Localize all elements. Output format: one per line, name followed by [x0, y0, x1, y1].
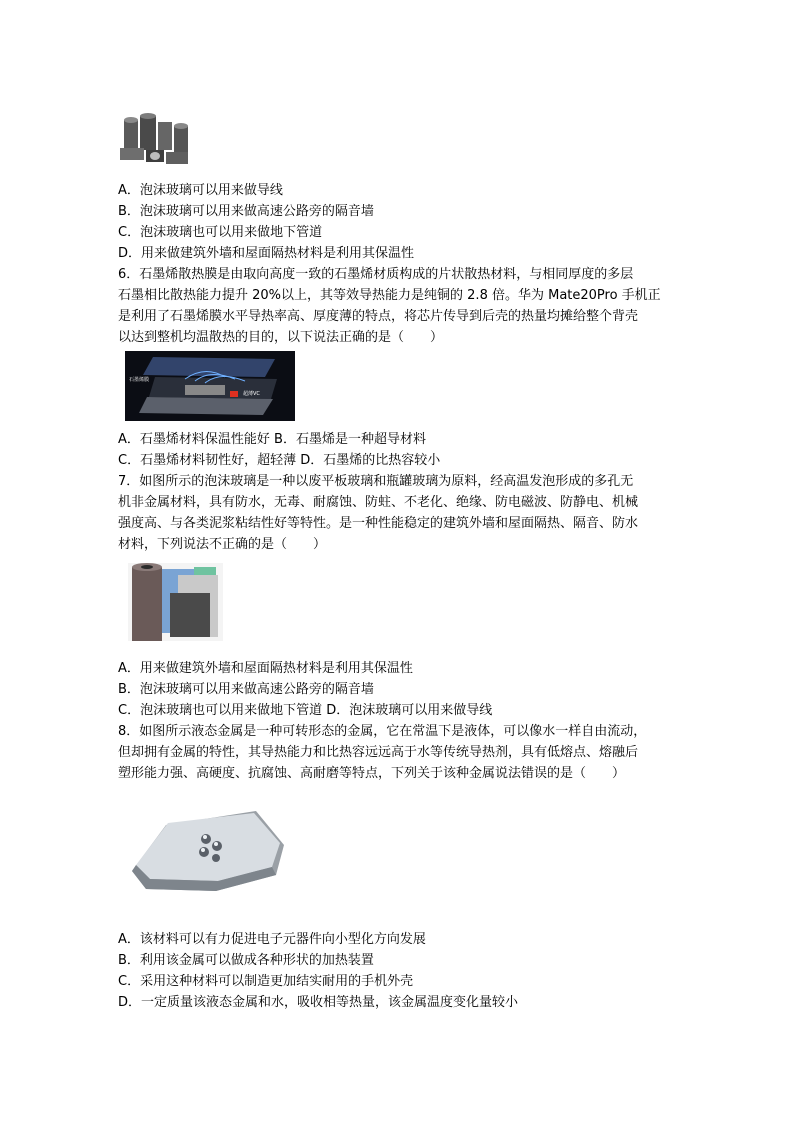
q6-option-ab: A．石墨烯材料保温性能好 B．石墨烯是一种超导材料 [118, 432, 426, 447]
q7-option-b: B．泡沫玻璃可以用来做高速公路旁的隔音墙 [118, 682, 374, 697]
q6-text-line: 是利用了石墨烯膜水平导热率高、厚度薄的特点，将芯片传导到后壳的热量均摊给整个背壳 [118, 309, 639, 324]
q7-text-line: 机非金属材料，具有防水，无毒、耐腐蚀、防蛀、不老化、绝缘、防电磁波、防静电、机械 [118, 495, 639, 510]
q5-option-a: A．泡沫玻璃可以用来做导线 [118, 183, 283, 198]
ultra-thin-vc-label: 超薄VC [243, 391, 260, 397]
foam-glass-insulation-image [128, 563, 223, 641]
q5-option-c: C．泡沫玻璃也可以用来做地下管道 [118, 225, 323, 240]
q8-option-a: A．该材料可以有力促进电子元器件向小型化方向发展 [118, 932, 426, 947]
graphene-film-label: 石墨烯膜 [129, 377, 150, 383]
liquid-metal-image [126, 805, 288, 897]
q7-text-line: 强度高、与各类泥浆粘结性好等特性。是一种性能稳定的建筑外墙和屋面隔热、隔音、防水 [118, 516, 639, 531]
q7-text-line: 7．如图所示的泡沫玻璃是一种以废平板玻璃和瓶罐玻璃为原料，经高温发泡形成的多孔无 [118, 474, 634, 489]
foam-glass-blocks-image [118, 112, 192, 168]
q8-option-d: D．一定质量该液态金属和水，吸收相等热量，该金属温度变化量较小 [118, 995, 519, 1010]
q5-option-b: B．泡沫玻璃可以用来做高速公路旁的隔音墙 [118, 204, 374, 219]
q7-option-a: A．用来做建筑外墙和屋面隔热材料是利用其保温性 [118, 661, 413, 676]
q6-option-cd: C．石墨烯材料韧性好，超轻薄 D．石墨烯的比热容较小 [118, 453, 441, 468]
q6-text-line: 以达到整机均温散热的目的，以下说法正确的是（ ） [118, 330, 444, 345]
q6-text-line: 6．石墨烯散热膜是由取向高度一致的石墨烯材质构成的片状散热材料，与相同厚度的多层 [118, 267, 634, 282]
graphene-phone-image [125, 351, 295, 421]
q8-option-c: C．采用这种材料可以制造更加结实耐用的手机外壳 [118, 974, 414, 989]
q8-text-line: 塑形能力强、高硬度、抗腐蚀、高耐磨等特点，下列关于该种金属说法错误的是（ ） [118, 766, 626, 781]
q8-option-b: B．利用该金属可以做成各种形状的加热装置 [118, 953, 374, 968]
q5-option-d: D．用来做建筑外墙和屋面隔热材料是利用其保温性 [118, 246, 415, 261]
q6-text-line: 石墨相比散热能力提升 20%以上，其等效导热能力是纯铜的 2.8 倍。华为 Mate20Pro 手机正 [118, 288, 661, 303]
q8-text-line: 但却拥有金属的特性，其导热能力和比热容远远高于水等传统导热剂，具有低熔点、熔融后 [118, 745, 639, 760]
q7-option-cd: C．泡沫玻璃也可以用来做地下管道 D．泡沫玻璃可以用来做导线 [118, 703, 493, 718]
q8-text-line: 8．如图所示液态金属是一种可转形态的金属，它在常温下是液体，可以像水一样自由流动， [118, 724, 647, 739]
q7-text-line: 材料，下列说法不正确的是（ ） [118, 537, 327, 552]
